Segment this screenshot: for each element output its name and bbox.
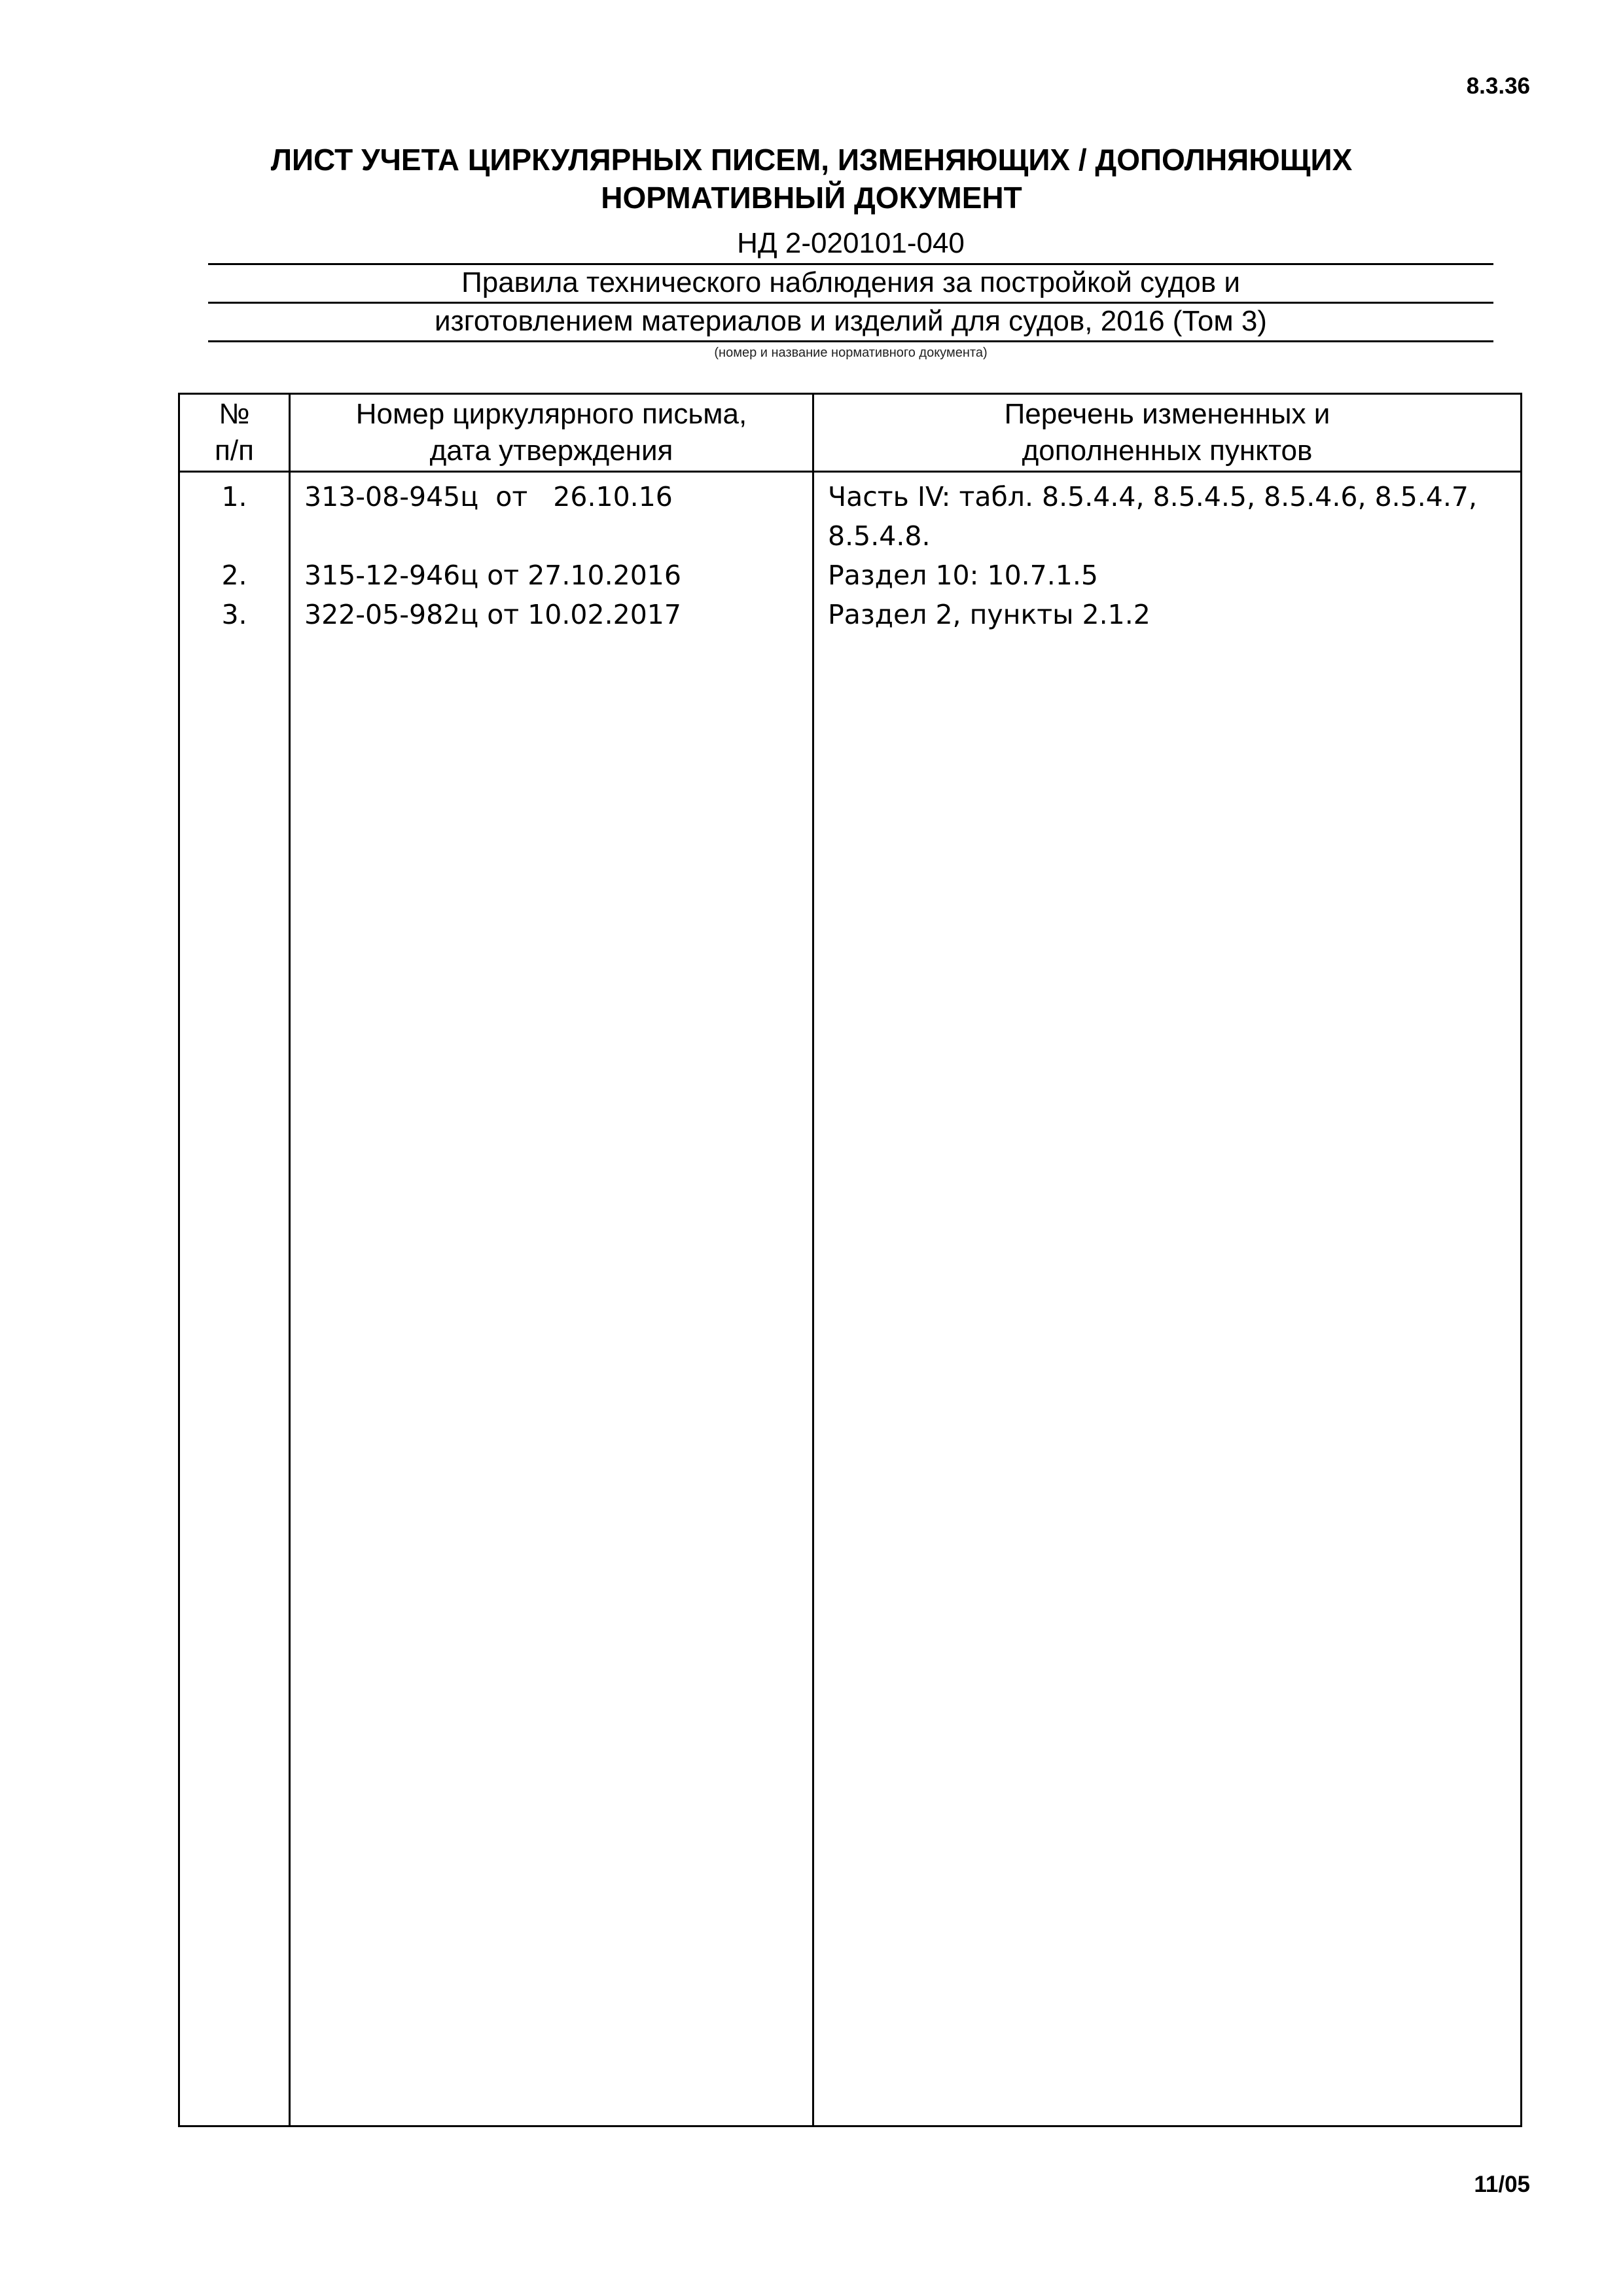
header-items-line-1: Перечень измененных и	[1004, 398, 1330, 430]
header-letter-line-1: Номер циркулярного письма,	[355, 398, 747, 430]
row-number: 2.	[221, 560, 247, 591]
row-items-line-2: 8.5.4.8.	[828, 520, 931, 552]
row-letter: 322-05-982ц от 10.02.2017	[304, 599, 681, 630]
document-number: НД 2-020101-040	[737, 227, 965, 259]
row-letter: 313-08-945ц от 26.10.16	[304, 481, 673, 512]
page-code: 8.3.36	[1466, 73, 1530, 99]
circular-letters-table	[178, 393, 1522, 2127]
header-number-line-1: №	[219, 398, 250, 430]
header-divider	[180, 471, 1520, 473]
divider-line	[208, 340, 1493, 342]
row-letter: 315-12-946ц от 27.10.2016	[304, 560, 681, 591]
row-items-line-1: Раздел 2, пункты 2.1.2	[828, 599, 1150, 630]
header-letter-line-2: дата утверждения	[429, 435, 673, 467]
column-divider	[289, 395, 291, 2125]
row-items-line-1: Часть IV: табл. 8.5.4.4, 8.5.4.5, 8.5.4.6, 8.5.4.7,	[828, 481, 1478, 512]
title-line-1: ЛИСТ УЧЕТА ЦИРКУЛЯРНЫХ ПИСЕМ, ИЗМЕНЯЮЩИХ / ДОПОЛНЯЮЩИХ	[270, 143, 1353, 177]
header-items-line-2: дополненных пунктов	[1022, 435, 1313, 467]
document-name-line-1: Правила технического наблюдения за постройкой судов и	[461, 266, 1240, 298]
row-number: 1.	[221, 481, 247, 512]
header-letter	[291, 395, 812, 471]
row-number: 3.	[221, 599, 247, 630]
header-items	[814, 395, 1520, 471]
footer-code: 11/05	[1474, 2172, 1530, 2197]
document-caption: (номер и название нормативного документа)	[714, 346, 988, 360]
document-title	[0, 141, 1623, 217]
column-divider	[812, 395, 814, 2125]
document-name-line-2: изготовлением материалов и изделий для судов, 2016 (Том 3)	[435, 305, 1267, 337]
title-line-2: НОРМАТИВНЫЙ ДОКУМЕНТ	[601, 181, 1022, 215]
row-items-line-1: Раздел 10: 10.7.1.5	[828, 560, 1099, 591]
header-number-line-2: п/п	[215, 435, 254, 467]
header-number	[180, 395, 289, 471]
